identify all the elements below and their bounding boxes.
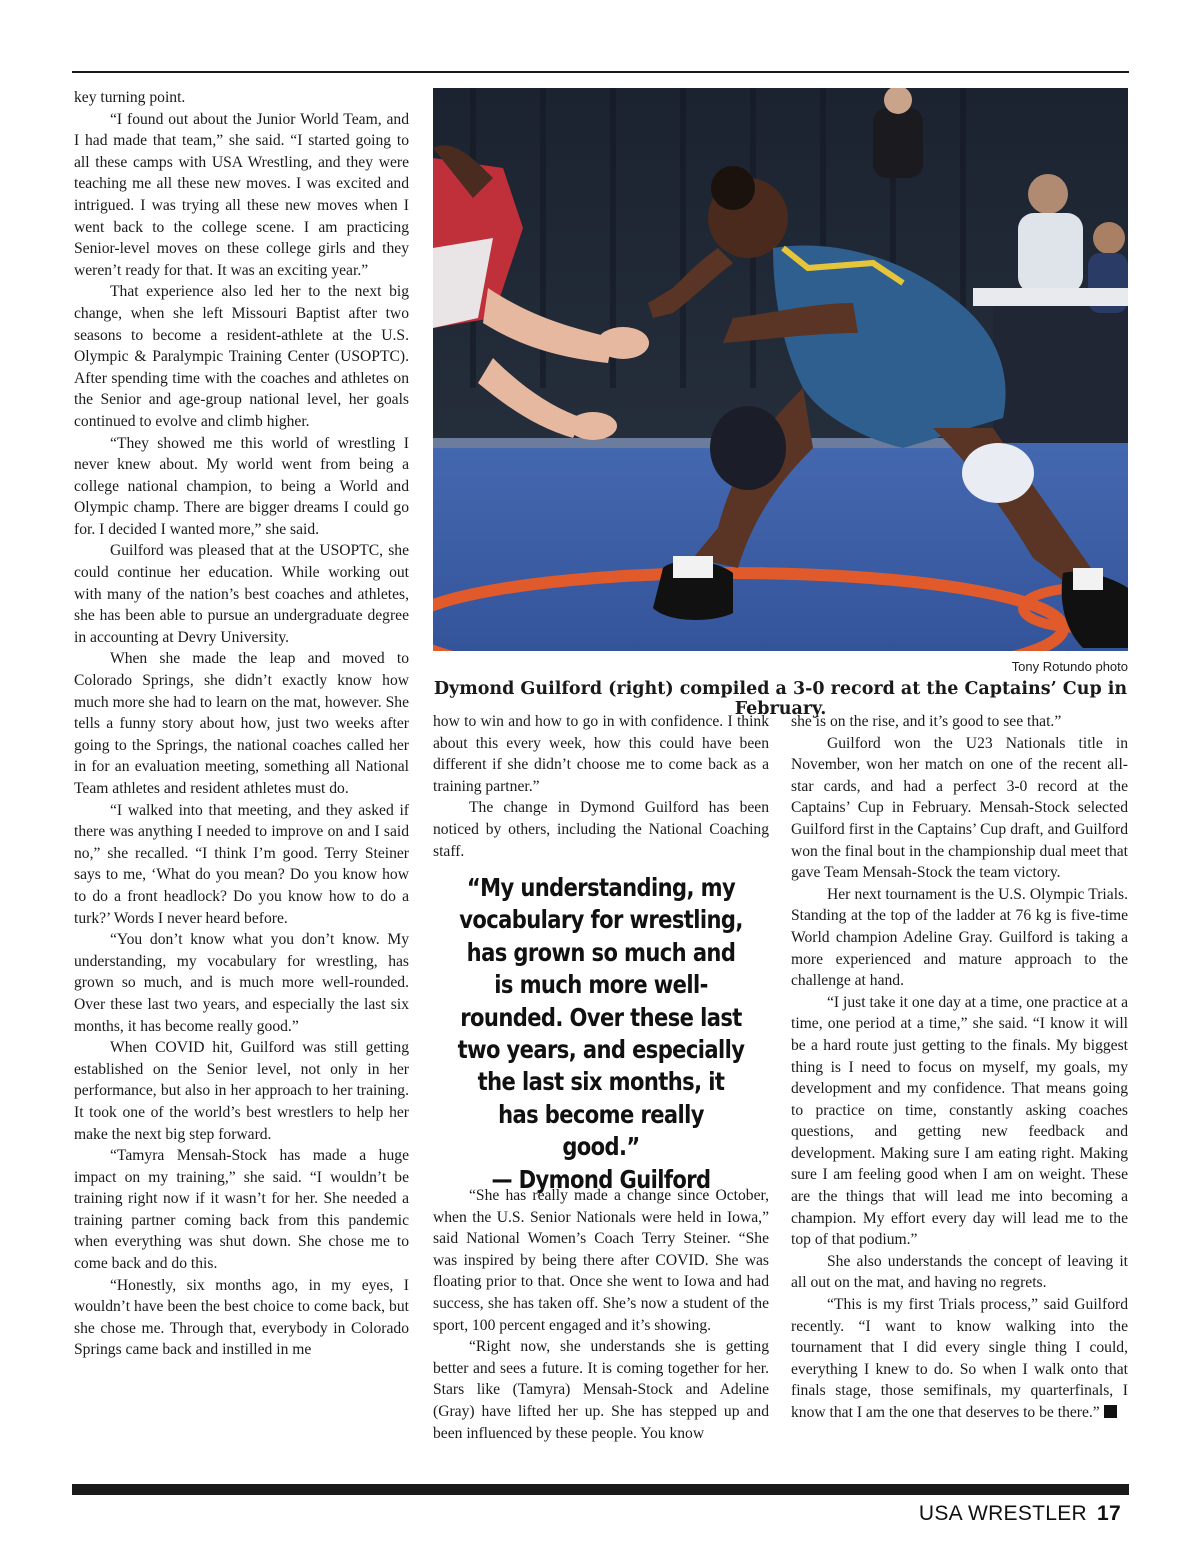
paragraph: “I just take it one day at a time, one practice at a time, one period at a time,” she said. “I know it will be a hard route just getting to the finals. My biggest thing is I need to focus on myself, my goals, my development and my confidence. That means going to practice on time, constantly asking coaches questions, and getting new feedback and development. Making sure I am eating right. Making sure I am feeling good when I am on weight. These are the things that will lead me into becoming a champion. My effort every day will lead me to the top of that podium.” [791, 993, 1128, 1249]
article-column-right [791, 711, 1128, 1424]
paragraph-text: “This is my first Trials process,” said Guilford recently. “I want to know walking into the tournament that I did every single thing I could, everything I knew to do. So when I walk onto that finals stage, those semifinals, my quarterfinals, I know that I am the one that deserves to be there.” [791, 1296, 1128, 1421]
article-column-middle-bottom [433, 1185, 769, 1444]
wrestling-photo-illustration [433, 88, 1128, 651]
paragraph: “Honestly, six months ago, in my eyes, I wouldn’t have been the best choice to come back, but she chose me. Through that, everybody in Colorado Springs came back and instilled in me [74, 1276, 409, 1359]
pull-quote-text: “My understanding, my vocabulary for wrestling, has grown so much and is much more well-rounded. Over these last two years, and especially the last six months, it has become really good.” [457, 873, 745, 1162]
article-column-middle-top [433, 711, 769, 862]
paragraph: The change in Dymond Guilford has been noticed by others, including the National Coaching staff. [433, 799, 769, 860]
paragraph: That experience also led her to the next big change, when she left Missouri Baptist after two seasons to become a resident-athlete at the U.S. Olympic & Paralympic Training Center (USOPTC). After spending time with the coaches and athletes on the Senior and age-group national level, her goals continued to evolve and climb higher. [74, 283, 409, 430]
paragraph: she is on the rise, and it’s good to see that.” [791, 713, 1062, 730]
publication-name: USA WRESTLER [918, 1502, 1088, 1525]
paragraph: When she made the leap and moved to Colorado Springs, she didn’t exactly know how much more she had to learn on the mat, however. She tells a funny story about how, just two weeks after going to the Springs, the national coaches called her in for an evaluation meeting, something all National Team athletes and resident athletes must do. [74, 650, 409, 797]
paragraph: “They showed me this world of wrestling I never knew about. My world went from being a college national champion, to being a World and Olympic champ. There are bigger dreams I could go for. I decided I wanted more,” she said. [74, 434, 409, 538]
top-rule [72, 71, 1129, 73]
pull-quote-attribution: — Dymond Guilford [491, 1164, 711, 1194]
photo-caption: Dymond Guilford (right) compiled a 3-0 record at the Captains’ Cup in February. [433, 679, 1128, 719]
paragraph: “Right now, she understands she is getting better and sees a future. It is coming together for her. Stars like (Tamyra) Mensah-Stock and Adeline (Gray) have lifted her up. She has stepped up and been influenced by these people. You know [433, 1338, 769, 1442]
paragraph: When COVID hit, Guilford was still getting established on the Senior level, not only in her performance, but also in her approach to her training. It took one of the world’s best wrestlers to help her make the next big step forward. [74, 1039, 409, 1143]
paragraph: Guilford won the U23 Nationals title in November, won her match on one of the recent all-star cards, and had a perfect 3-0 record at the Captains’ Cup in February. Mensah-Stock selected Guilford first in the Captains’ Cup draft, and Guilford won the final bout in the championship dual meet that gave Team Mensah-Stock the team victory. [791, 734, 1128, 882]
paragraph: Guilford was pleased that at the USOPTC, she could continue her education. While working out with many of the nation’s best coaches and athletes, she has been able to pursue an undergraduate degree in accounting at Devry University. [74, 542, 409, 646]
article-column-left [74, 87, 409, 1361]
paragraph: how to win and how to go in with confidence. I think about this every week, how this could have been different if she didn’t choose me to come back as a training partner.” [433, 713, 769, 795]
wrestling-photo [433, 88, 1128, 651]
paragraph: Her next tournament is the U.S. Olympic Trials. Standing at the top of the ladder at 76 kg is five-time World champion Adeline Gray. Guilford is taking a more experienced and mature approach to the challenge at hand. [791, 885, 1128, 990]
end-of-story-icon [1104, 1405, 1117, 1418]
paragraph: “Tamyra Mensah-Stock has made a huge impact on my training,” she said. “I wouldn’t be training right now if it wasn’t for her. She needed a training partner coming back from this pandemic when everything was shut down. She chose me to come back and do this. [74, 1147, 409, 1273]
paragraph: “I found out about the Junior World Team, and I had made that team,” she said. “I started going to all these camps with USA Wrestling, and they were teaching me all these new moves. I was excited and intrigued. I was trying all these new moves when I went back to the college scene. I am practicing Senior-level moves on these college girls and they weren’t ready for that. It was an exciting year.” [74, 110, 409, 279]
bottom-rule [72, 1484, 1129, 1495]
paragraph: She also understands the concept of leaving it all out on the mat, and having no regrets. [791, 1252, 1128, 1292]
photo-credit: Tony Rotundo photo [1011, 659, 1128, 674]
paragraph [791, 1294, 1128, 1424]
page-footer [919, 1502, 1121, 1526]
paragraph: “I walked into that meeting, and they asked if there was anything I needed to improve on and I said no,” she recalled. “I think I’m good. Terry Steiner says to me, ‘What do you mean? Do you know how to do a front headlock? Do you know how to do a turk?’ Words I never heard before. [74, 801, 409, 927]
paragraph: “She has really made a change since October, when the U.S. Senior Nationals were held in Iowa,” said National Women’s Coach Terry Steiner. “She was inspired by being there after COVID. She was floating prior to that. Once she went to Iowa and had success, she has taken off. She’s now a student of the sport, 100 percent engaged and it’s showing. [433, 1187, 769, 1334]
paragraph: key turning point. [74, 89, 186, 106]
pull-quote [457, 872, 746, 1196]
page-number: 17 [1097, 1502, 1121, 1525]
paragraph: “You don’t know what you don’t know. My understanding, my vocabulary for wrestling, has grown so much, and is much more well-rounded. Over these last two years, and especially the last six months, it has become really good.” [74, 931, 409, 1035]
